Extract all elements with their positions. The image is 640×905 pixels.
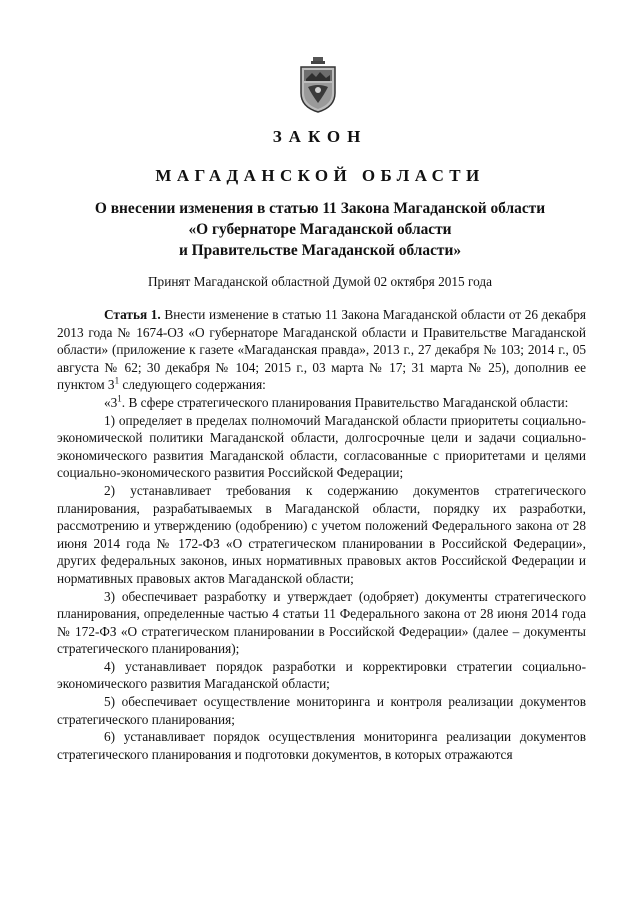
article-intro (57, 306, 586, 394)
subject-line: «О губернаторе Магаданской области (188, 221, 452, 238)
subject-line: и Правительстве Магаданской области» (178, 242, 462, 259)
article-label: Статья 1. (104, 307, 161, 322)
law-subject (60, 198, 580, 261)
region-title: МАГАДАНСКОЙ ОБЛАСТИ (155, 166, 485, 185)
quote-lead (57, 394, 586, 412)
subject-line: О внесении изменения в статью 11 Закона Магаданской области (94, 200, 546, 217)
quote-start: «3 (104, 394, 118, 410)
article-intro-text: Внести изменение в статью 11 Закона Магаданской области от 26 декабря 2013 года № 1674-ОЗ «О губернаторе Магаданской области и Правительстве Магаданской области» (приложение к газете «Магаданская правда», 2013 г., 27 декабря № 103; 2014 г., 05 августа № 62; 30 декабря № 104; 2015 г., 03 марта № 17; 31 марта № 25), дополнив ее пунктом 3 (57, 307, 586, 393)
law-body (57, 306, 586, 763)
law-title: ЗАКОН (272, 127, 368, 146)
superscript: 1 (114, 375, 120, 386)
list-item: 6) устанавливает порядок осуществления мониторинга реализации документов стратегического планирования и подготовки документов, в которых отражаются (57, 729, 586, 762)
adoption-note: Принят Магаданской областной Думой 02 октября 2015 года (147, 274, 493, 289)
list-item: 3) обеспечивает разработку и утверждает (одобряет) документы стратегического планирования, определенные частью 4 статьи 11 Федерального закона от 28 июня 2014 года № 172-ФЗ «О стратегическом планировании в Российской Федерации» (далее – документы стратегического планирования); (57, 588, 586, 657)
list-item: 5) обеспечивает осуществление мониторинга и контроля реализации документов стратегического планирования; (57, 694, 586, 727)
quote-rest: . В сфере стратегического планирования Правительство Магаданской области: (121, 394, 569, 410)
list-item: 1) определяет в пределах полномочий Магаданской области приоритеты социально-экономической политики Магаданской области, долгосрочные цели и задачи социально-экономического развития Магаданской области, согласованные с приоритетами и целями социально-экономического развития Российской Федерации; (57, 412, 586, 481)
list-item: 4) устанавливает порядок разработки и корректировки стратегии социально-экономического развития Магаданской области; (57, 658, 586, 692)
superscript: 1 (117, 393, 122, 404)
coat-of-arms-icon (299, 57, 337, 113)
article-intro-end: следующего содержания: (119, 377, 266, 393)
list-item: 2) устанавливает требования к содержанию документов стратегического планирования, разрабатываемых в Магаданской области, порядку их разработки, рассмотрению и утверждению (одобрению) с учетом положений Федерального закона от 28 июня 2014 года № 172-ФЗ «О стратегическом планировании в Российской Федерации», других федеральных законов, иных нормативных правовых актов Российской Федерации и нормативных правовых актов Магаданской области; (57, 482, 586, 586)
